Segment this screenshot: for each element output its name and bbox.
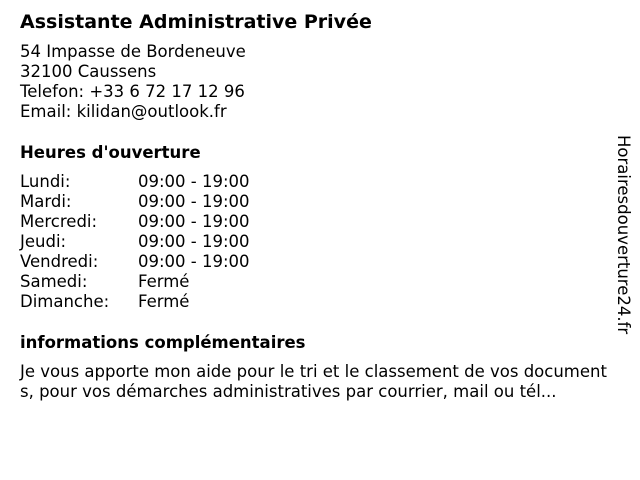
hours-row-saturday [20,272,610,292]
additional-info-heading: informations complémentaires [20,333,306,352]
site-watermark: Horairesdouverture24.fr [614,135,633,335]
hours-time: Fermé [138,272,190,291]
hours-row-sunday [20,292,610,312]
address-block [20,42,610,122]
business-card [20,10,610,402]
business-name: Assistante Administrative Privée [20,11,372,33]
hours-time: 09:00 - 19:00 [138,172,250,191]
hours-row-friday [20,252,610,272]
hours-day: Samedi: [20,272,88,291]
hours-time: 09:00 - 19:00 [138,192,250,211]
hours-day: Mardi: [20,192,72,211]
city-postcode: 32100 Caussens [20,62,157,81]
hours-time: 09:00 - 19:00 [138,252,250,271]
additional-info-text: Je vous apporte mon aide pour le tri et le classement de vos documents, pour vos démarches administratives par courrier, mail ou tél... [20,362,607,401]
opening-hours-heading: Heures d'ouverture [20,143,201,162]
hours-row-wednesday [20,212,610,232]
phone-number: Telefon: +33 6 72 17 12 96 [20,82,245,101]
hours-day: Mercredi: [20,212,98,231]
hours-time: Fermé [138,292,190,311]
hours-row-thursday [20,232,610,252]
hours-day: Dimanche: [20,292,110,311]
opening-hours-table [20,172,610,312]
hours-day: Vendredi: [20,252,99,271]
hours-time: 09:00 - 19:00 [138,232,250,251]
hours-row-tuesday [20,192,610,212]
hours-day: Lundi: [20,172,71,191]
hours-row-monday [20,172,610,192]
hours-day: Jeudi: [20,232,67,251]
street-address: 54 Impasse de Bordeneuve [20,42,246,61]
hours-time: 09:00 - 19:00 [138,212,250,231]
email-address: Email: kilidan@outlook.fr [20,102,227,121]
